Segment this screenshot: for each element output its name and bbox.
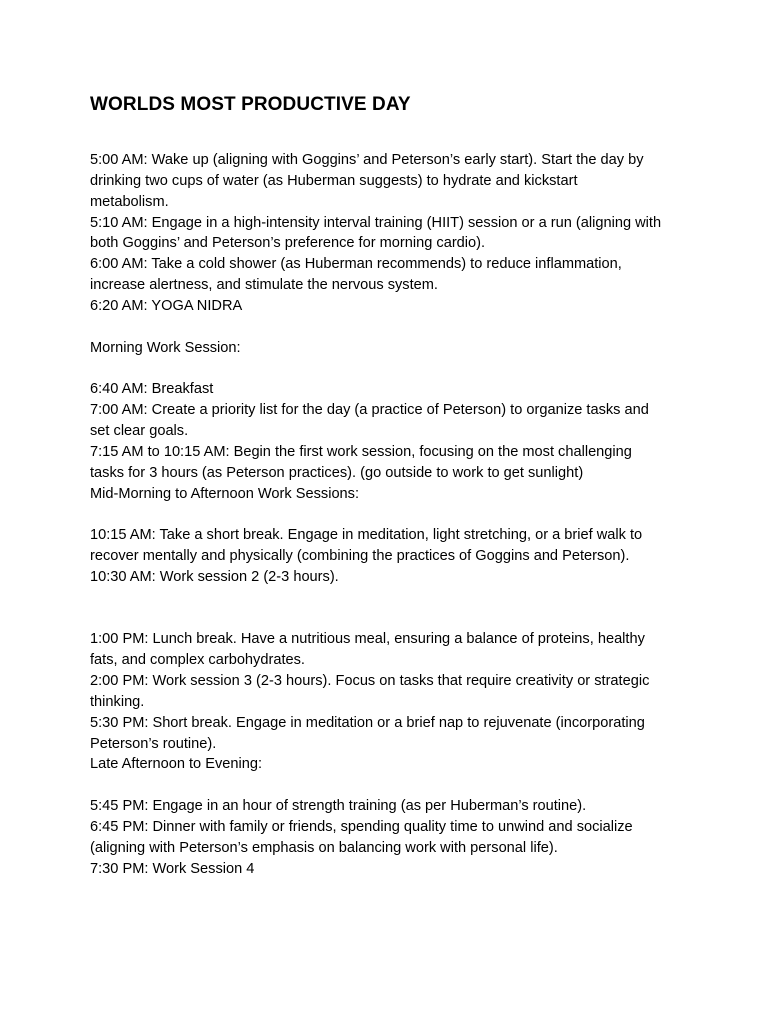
blank-line xyxy=(90,317,690,338)
text-line: 2:00 PM: Work session 3 (2-3 hours). Focus on tasks that require creativity or strategic xyxy=(90,673,650,690)
text-line: 10:15 AM: Take a short break. Engage in meditation, light stretching, or a brief walk to xyxy=(90,527,643,544)
blank-line xyxy=(90,504,690,525)
blank-line xyxy=(90,358,690,379)
text-line: 7:30 PM: Work Session 4 xyxy=(90,860,255,877)
text-line: 1:00 PM: Lunch break. Have a nutritious meal, ensuring a balance of proteins, healthy xyxy=(90,631,645,648)
text-line: set clear goals. xyxy=(90,422,189,439)
text-line: 5:45 PM: Engage in an hour of strength training (as per Huberman’s routine). xyxy=(90,798,587,815)
document-body xyxy=(90,150,690,880)
text-line: drinking two cups of water (as Huberman suggests) to hydrate and kickstart xyxy=(90,172,578,189)
blank-line xyxy=(90,609,690,630)
text-line: 5:30 PM: Short break. Engage in meditation or a brief nap to rejuvenate (incorporating xyxy=(90,714,645,731)
text-line: tasks for 3 hours (as Peterson practices). (go outside to work to get sunlight) xyxy=(90,464,584,481)
text-line: recover mentally and physically (combining the practices of Goggins and Peterson). xyxy=(90,548,630,565)
text-line: 7:15 AM to 10:15 AM: Begin the first work session, focusing on the most challenging xyxy=(90,443,632,460)
text-line: increase alertness, and stimulate the nervous system. xyxy=(90,277,438,294)
document-title: WORLDS MOST PRODUCTIVE DAY xyxy=(90,94,411,115)
text-line: Mid-Morning to Afternoon Work Sessions: xyxy=(90,485,360,502)
text-line: metabolism. xyxy=(90,193,169,210)
text-line: 7:00 AM: Create a priority list for the day (a practice of Peterson) to organize tasks and xyxy=(90,402,649,419)
blank-line xyxy=(90,775,690,796)
text-line: thinking. xyxy=(90,693,145,710)
blank-line xyxy=(90,588,690,609)
text-line: Morning Work Session: xyxy=(90,339,241,356)
text-line: 10:30 AM: Work session 2 (2-3 hours). xyxy=(90,568,339,585)
text-line: (aligning with Peterson’s emphasis on balancing work with personal life). xyxy=(90,839,558,856)
text-line: 6:00 AM: Take a cold shower (as Huberman recommends) to reduce inflammation, xyxy=(90,256,622,273)
text-line: Late Afternoon to Evening: xyxy=(90,756,263,773)
text-line: Peterson’s routine). xyxy=(90,735,217,752)
text-line: both Goggins’ and Peterson’s preference for morning cardio). xyxy=(90,235,486,252)
text-line: fats, and complex carbohydrates. xyxy=(90,652,305,669)
text-line: 5:00 AM: Wake up (aligning with Goggins’ and Peterson’s early start). Start the day by xyxy=(90,152,644,168)
text-line: 6:20 AM: YOGA NIDRA xyxy=(90,297,243,314)
text-line: 6:40 AM: Breakfast xyxy=(90,381,214,398)
text-line: 5:10 AM: Engage in a high-intensity interval training (HIIT) session or a run (aligning with xyxy=(90,214,662,231)
text-line: 6:45 PM: Dinner with family or friends, spending quality time to unwind and socialize xyxy=(90,819,633,835)
